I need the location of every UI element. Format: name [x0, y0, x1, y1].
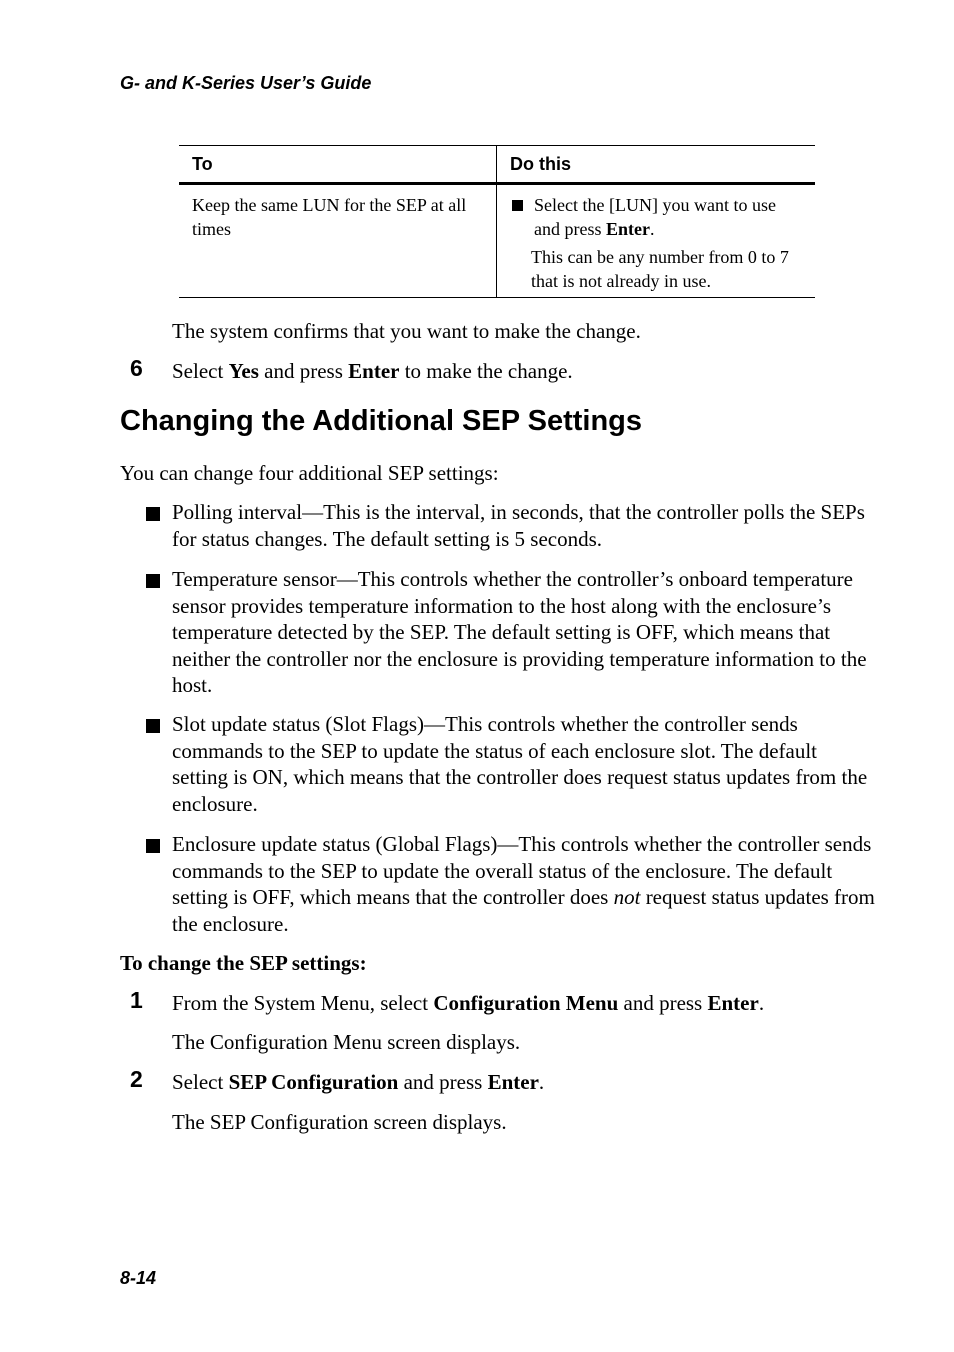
cell-text-suffix: .: [649, 219, 655, 239]
step-1-result: The Configuration Menu screen displays.: [172, 1030, 521, 1054]
list-item: [172, 831, 877, 937]
step-text: and press: [618, 991, 708, 1015]
step-text: Select: [172, 1070, 229, 1094]
table-cell-to: Keep the same LUN for the SEP at all times: [179, 184, 497, 298]
step-text: to make the change.: [399, 359, 573, 383]
step-number-1: 1: [130, 987, 143, 1013]
square-bullet-icon: [146, 719, 160, 733]
key-yes: Yes: [228, 359, 259, 383]
step-number-6: 6: [130, 355, 143, 381]
key-enter: Enter: [707, 991, 759, 1015]
bullet-text: Enclosure update status (Global Flags)—This controls whether the controller sends commands to the SEP to update the overall status of the enclosure. The default setting is OFF, which means that the controller does: [172, 832, 872, 909]
bullet-text: Temperature sensor—This controls whether the controller’s onboard temperature sensor provides temperature information to the host along with the enclosure’s temperature detected by the SEP. The default setting is OFF, which means that neither the controller nor the enclosure is providing temperature information to the host.: [172, 567, 867, 697]
bullet-text: Polling interval—This is the interval, in seconds, that the controller polls the SEPs for status changes. The default setting is 5 seconds.: [172, 500, 865, 551]
cell-text-prefix: Select the [LUN] you want to use and press: [534, 195, 776, 239]
procedure-table: [179, 145, 815, 298]
step-text: and press: [258, 359, 349, 383]
table-row: [179, 184, 815, 298]
running-header: G- and K-Series User’s Guide: [120, 73, 372, 93]
square-bullet-icon: [512, 200, 523, 211]
step-text: .: [758, 991, 765, 1015]
section-intro: You can change four additional SEP settings:: [120, 461, 499, 485]
step-text: From the System Menu, select: [172, 991, 434, 1015]
square-bullet-icon: [146, 839, 160, 853]
square-bullet-icon: [146, 574, 160, 588]
column-header-do-this: Do this: [497, 146, 816, 184]
list-item: [172, 499, 877, 552]
step-6-text: [172, 358, 573, 385]
key-enter: Enter: [348, 359, 400, 383]
table-cell-note: This can be any number from 0 to 7 that is not already in use.: [531, 247, 789, 291]
step-text: and press: [398, 1070, 488, 1094]
procedure-title: To change the SEP settings:: [120, 951, 367, 975]
confirm-text: The system confirms that you want to make the change.: [172, 319, 641, 343]
table-cell-do-this: [497, 184, 816, 298]
list-item: [172, 711, 877, 817]
table-cell-bullet: [510, 193, 802, 241]
bullet-text: Slot update status (Slot Flags)—This controls whether the controller sends commands to the SEP to update the status of each enclosure slot. The default setting is ON, which means that the controller does request status updates from the enclosure.: [172, 712, 868, 816]
column-header-to: To: [179, 146, 497, 184]
bullet-text: request status updates from the enclosure.: [172, 885, 875, 936]
page-number: 8-14: [120, 1268, 157, 1288]
list-item: [172, 566, 877, 699]
square-bullet-icon: [146, 507, 160, 521]
step-1-text: [172, 990, 764, 1017]
menu-name: SEP Configuration: [228, 1070, 399, 1094]
table-header-row: [179, 146, 815, 184]
step-number-2: 2: [130, 1066, 143, 1092]
emphasis-not: not: [613, 885, 641, 909]
cell-key-enter: Enter: [605, 219, 650, 239]
step-2-text: [172, 1069, 544, 1096]
key-enter: Enter: [487, 1070, 539, 1094]
step-text: Select: [172, 359, 229, 383]
section-heading: Changing the Additional SEP Settings: [120, 405, 643, 437]
step-2-result: The SEP Configuration screen displays.: [172, 1110, 507, 1134]
step-text: .: [538, 1070, 545, 1094]
menu-name: Configuration Menu: [433, 991, 619, 1015]
